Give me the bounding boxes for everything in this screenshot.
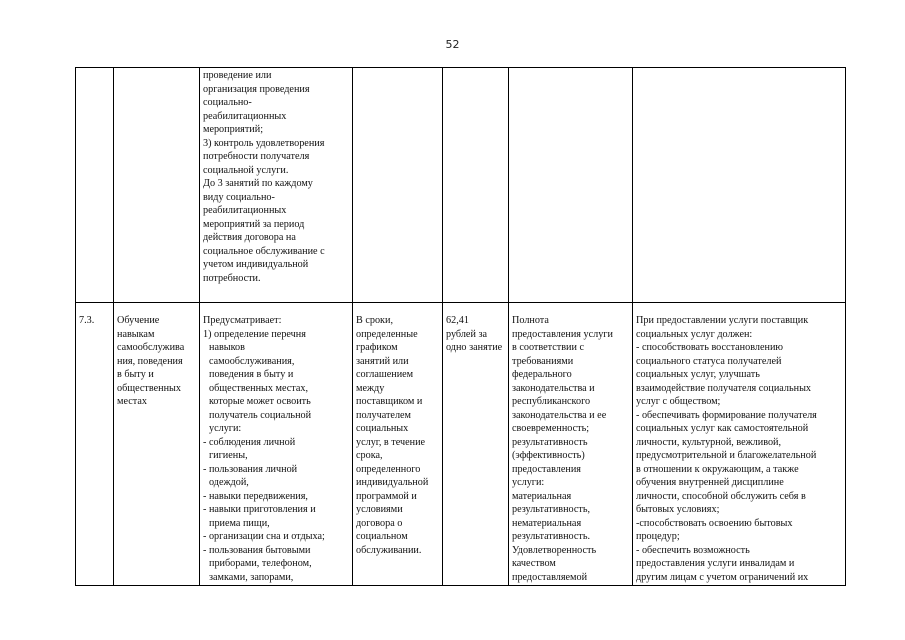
text-line: - обеспечивать формирование получателя [636, 409, 817, 421]
text-line: нематериальная [512, 517, 582, 529]
text-line: До 3 занятий по каждому [203, 178, 313, 189]
text-line: одеждой, [209, 477, 249, 488]
text-line: мероприятий; [203, 124, 264, 135]
text-line: учетом индивидуальной [203, 259, 309, 270]
text-line: -способствовать освоению бытовых [636, 517, 793, 529]
text-line: в быту и [117, 369, 154, 380]
text-line: социальное обслуживание с [203, 245, 325, 257]
text-line: 62,41 [446, 315, 469, 326]
text-line: предоставления услуги инвалидам и [636, 558, 795, 569]
text-line: приема пищи, [209, 517, 270, 529]
text-line: процедур; [636, 531, 680, 542]
text-line: индивидуальной [356, 477, 429, 488]
text-line: социальных услуг должен: [636, 328, 753, 340]
cell-conditions [633, 68, 846, 303]
text-line: между [356, 382, 385, 394]
text-line: Полнота [512, 315, 549, 326]
text-line: предоставления [512, 463, 581, 475]
text-line: получателем [356, 409, 411, 421]
text-line: общественных [117, 382, 181, 394]
text-line: республиканского [512, 396, 591, 407]
text-line: реабилитационных [203, 205, 287, 216]
text-line: срока, [356, 450, 383, 461]
text-line: поведения в быту и [209, 369, 294, 380]
text-line: замками, запорами, [209, 571, 294, 583]
text-line: - организации сна и отдыха; [203, 531, 325, 542]
cell-service-name [114, 303, 200, 586]
text-line: социальной услуги. [203, 164, 289, 176]
text-line: определенного [356, 463, 421, 475]
text-line: навыкам [117, 328, 155, 340]
text-line: условиями [356, 504, 403, 515]
text-line: социальных [356, 423, 409, 434]
text-line: личности, способной обслужить себя в [636, 490, 806, 502]
text-line: - навыки приготовления и [203, 504, 316, 515]
text-line: гигиены, [209, 450, 248, 461]
text-line: бытовых условиях; [636, 504, 720, 515]
text-line: законодательства и ее [512, 409, 607, 421]
text-line: предоставляемой [512, 571, 588, 583]
text-line: действия договора на [203, 232, 296, 243]
text-line: в отношении к окружающим, а также [636, 463, 799, 475]
text-line: определенные [356, 328, 418, 340]
text-line: самообслуживания, [209, 355, 295, 367]
cell-price [443, 68, 509, 303]
text-line: своевременность; [512, 423, 590, 434]
text-line: рублей за [446, 328, 487, 340]
services-table [75, 67, 846, 586]
text-line: требованиями [512, 355, 574, 367]
text-line: результативность. [512, 531, 591, 542]
text-line: личности, культурной, вежливой, [636, 436, 782, 448]
text-line: мероприятий за период [203, 218, 305, 230]
cell-number [76, 68, 114, 303]
text-line: социального статуса получателей [636, 355, 782, 367]
cell-service-name [114, 68, 200, 303]
text-line: обслуживании. [356, 544, 422, 556]
cell-quality [509, 68, 633, 303]
text-line: Обучение [117, 315, 160, 326]
cell-price [443, 303, 509, 586]
text-line: обучения внутренней дисциплине [636, 477, 784, 488]
cell-content [200, 303, 353, 586]
cell-quality [509, 303, 633, 586]
text-line: В сроки, [356, 315, 393, 326]
text-line: услуги: [209, 423, 242, 434]
text-line: в соответствии с [512, 342, 584, 353]
table-row-7-3 [76, 303, 846, 586]
text-line: соглашением [356, 369, 414, 380]
text-line: местах [117, 396, 147, 407]
table-row-continuation [76, 68, 846, 303]
text-line: социальных услуг как самостоятельной [636, 423, 809, 434]
text-line: предусмотрительной и благожелательной [636, 450, 817, 461]
text-line: - соблюдения личной [203, 436, 296, 448]
text-line: результативность, [512, 504, 591, 515]
text-line: получатель социальной [209, 409, 312, 421]
text-line: При предоставлении услуги поставщик [636, 315, 809, 326]
cell-number [76, 303, 114, 586]
text-line: материальная [512, 490, 572, 502]
cell-terms [353, 303, 443, 586]
text-line: потребности. [203, 272, 261, 284]
text-line: общественных местах, [209, 382, 309, 394]
text-line: приборами, телефоном, [209, 558, 312, 569]
text-line: взаимодействие получателя социальных [636, 382, 812, 394]
text-line: графиком [356, 342, 398, 353]
text-line: социальном [356, 531, 408, 542]
cell-conditions [633, 303, 846, 586]
text-line: результативность [512, 436, 588, 448]
text-line: - обеспечить возможность [636, 544, 750, 556]
text-line: занятий или [356, 355, 409, 367]
text-line: Удовлетворенность [512, 544, 597, 556]
text-line: другим лицам с учетом ограничений их [636, 571, 809, 583]
text-line: ния, поведения [117, 355, 183, 367]
row-number: 7.3. [79, 315, 95, 326]
text-line: виду социально- [203, 191, 275, 203]
text-line: поставщиком и [356, 396, 423, 407]
text-line: договора о [356, 517, 403, 529]
page-number: 52 [445, 38, 460, 51]
text-line: программой и [356, 490, 417, 502]
text-line: навыков [209, 342, 245, 353]
text-line: (эффективность) [512, 450, 585, 461]
text-line: качеством [512, 558, 556, 569]
text-line: - пользования бытовыми [203, 544, 311, 556]
text-line: одно занятие [446, 342, 503, 353]
text-line: организация проведения [203, 83, 310, 95]
text-line: социально- [203, 97, 252, 108]
text-line: 3) контроль удовлетворения [203, 137, 325, 149]
text-line: услуг с обществом; [636, 396, 721, 407]
text-line: услуг, в течение [356, 436, 426, 448]
text-line: законодательства и [512, 382, 595, 394]
text-line: социальных услуг, улучшать [636, 369, 760, 380]
text-line: - навыки передвижения, [203, 490, 308, 502]
text-line: федерального [512, 369, 572, 380]
text-line: - пользования личной [203, 463, 298, 475]
text-line: - способствовать восстановлению [636, 342, 784, 353]
text-line: которые может освоить [209, 396, 311, 407]
text-line: потребности получателя [203, 151, 310, 162]
text-line: 1) определение перечня [203, 328, 306, 340]
text-line: услуги: [512, 477, 545, 488]
text-line: проведение или [203, 70, 272, 81]
text-line: самообслужива [117, 342, 185, 353]
text-line: Предусматривает: [203, 315, 282, 326]
cell-content [200, 68, 353, 303]
cell-terms [353, 68, 443, 303]
text-line: реабилитационных [203, 110, 287, 122]
text-line: предоставления услуги [512, 328, 613, 340]
